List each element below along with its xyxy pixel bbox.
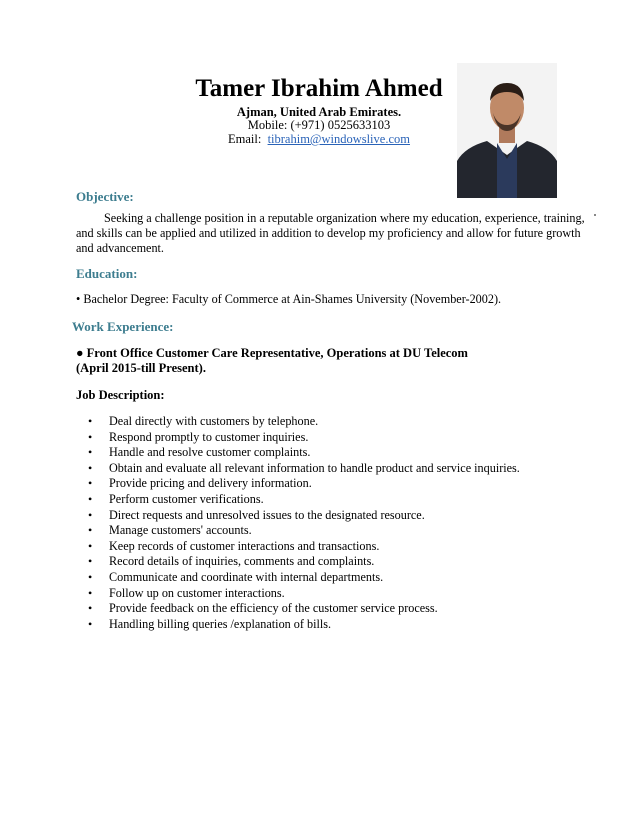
- work-experience-title: Work Experience:: [72, 319, 174, 334]
- position-dates: (April 2015-till Present).: [76, 361, 206, 375]
- objective-line-2: and skills can be applied and utilized in addition to develop my proficiency and allow for future growth: [76, 226, 581, 240]
- education-title: Education:: [76, 266, 138, 281]
- list-item: • Keep records of customer interactions and transactions.: [80, 539, 520, 555]
- mobile-number: Mobile: (+971) 0525633103: [247, 118, 391, 132]
- list-item: • Handling billing queries /explanation of bills.: [80, 617, 520, 633]
- objective-line-3: and advancement.: [76, 241, 164, 255]
- list-item: • Record details of inquiries, comments and complaints.: [80, 554, 520, 570]
- job-description-title: Job Description:: [76, 388, 165, 402]
- list-item: • Provide pricing and delivery information.: [80, 476, 520, 492]
- job-duties-list: [80, 414, 520, 632]
- list-item: • Follow up on customer interactions.: [80, 586, 520, 602]
- education-item: • Bachelor Degree: Faculty of Commerce at Ain-Shames University (November-2002).: [76, 292, 502, 306]
- address: Ajman, United Arab Emirates.: [236, 105, 402, 119]
- list-item: • Provide feedback on the efficiency of the customer service process.: [80, 601, 520, 617]
- email-label: Email:: [228, 132, 262, 146]
- list-item: • Perform customer verifications.: [80, 492, 520, 508]
- objective-line-1: Seeking a challenge position in a reputable organization where my education, experience, training,: [104, 211, 585, 225]
- list-item: • Direct requests and unresolved issues to the designated resource.: [80, 508, 520, 524]
- list-item: • Handle and resolve customer complaints.: [80, 445, 520, 461]
- email-link[interactable]: tibrahim@windowslive.com: [267, 132, 410, 146]
- candidate-name: Tamer Ibrahim Ahmed: [195, 75, 443, 102]
- profile-photo: [457, 63, 557, 198]
- objective-title: Objective:: [76, 189, 134, 204]
- list-item: • Obtain and evaluate all relevant information to handle product and service inquiries.: [80, 461, 520, 477]
- list-item: • Respond promptly to customer inquiries.: [80, 430, 520, 446]
- list-item: • Communicate and coordinate with internal departments.: [80, 570, 520, 586]
- profile-photo-image: [457, 63, 557, 198]
- page-speck: [594, 214, 596, 216]
- position-title: ● Front Office Customer Care Representative, Operations at DU Telecom: [76, 346, 468, 360]
- list-item: • Deal directly with customers by telephone.: [80, 414, 520, 430]
- list-item: • Manage customers' accounts.: [80, 523, 520, 539]
